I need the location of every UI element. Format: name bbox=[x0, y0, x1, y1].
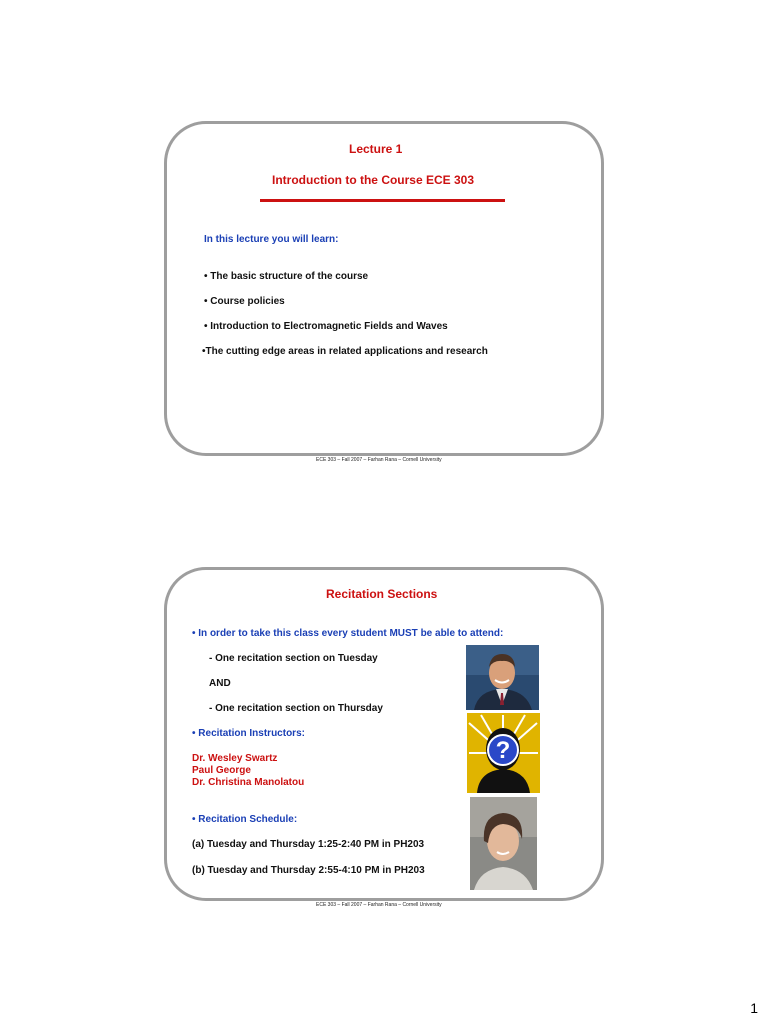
bullet-em-fields: • Introduction to Electromagnetic Fields and Waves bbox=[204, 321, 448, 332]
slide-footer: ECE 303 – Fall 2007 – Farhan Rana – Cornell University bbox=[316, 457, 442, 463]
slide-title: Introduction to the Course ECE 303 bbox=[272, 173, 475, 187]
person-photo-icon bbox=[466, 645, 539, 710]
slide-lecture-intro bbox=[164, 121, 604, 456]
bullet-policies: • Course policies bbox=[204, 296, 285, 307]
slide-footer: ECE 303 – Fall 2007 – Farhan Rana – Cornell University bbox=[316, 902, 442, 908]
schedule-heading: • Recitation Schedule: bbox=[192, 814, 298, 825]
title-underline bbox=[260, 199, 505, 202]
lecture-label: Lecture 1 bbox=[349, 142, 403, 156]
question-mark-silhouette-icon bbox=[467, 713, 540, 793]
question-mark-glyph: ? bbox=[495, 737, 511, 764]
page-number: 1 bbox=[750, 1000, 758, 1016]
attend-thursday: - One recitation section on Thursday bbox=[209, 703, 383, 714]
schedule-item: (a) Tuesday and Thursday 1:25-2:40 PM in PH203 bbox=[192, 839, 425, 850]
instructor-name: Dr. Christina Manolatou bbox=[192, 777, 305, 788]
slide-title: Recitation Sections bbox=[326, 587, 438, 601]
attend-heading: • In order to take this class every student MUST be able to attend: bbox=[192, 628, 504, 639]
attend-and: AND bbox=[209, 678, 231, 689]
instructor-name: Dr. Wesley Swartz bbox=[192, 753, 278, 764]
intro-text: In this lecture you will learn: bbox=[204, 234, 339, 245]
bullet-cutting-edge: •The cutting edge areas in related applications and research bbox=[202, 346, 488, 357]
attend-tuesday: - One recitation section on Tuesday bbox=[209, 653, 378, 664]
schedule-item: (b) Tuesday and Thursday 2:55-4:10 PM in PH203 bbox=[192, 865, 425, 876]
bullet-structure: • The basic structure of the course bbox=[204, 271, 369, 282]
instructors-heading: • Recitation Instructors: bbox=[192, 728, 305, 739]
person-photo-icon bbox=[470, 797, 537, 890]
instructor-name: Paul George bbox=[192, 765, 251, 776]
